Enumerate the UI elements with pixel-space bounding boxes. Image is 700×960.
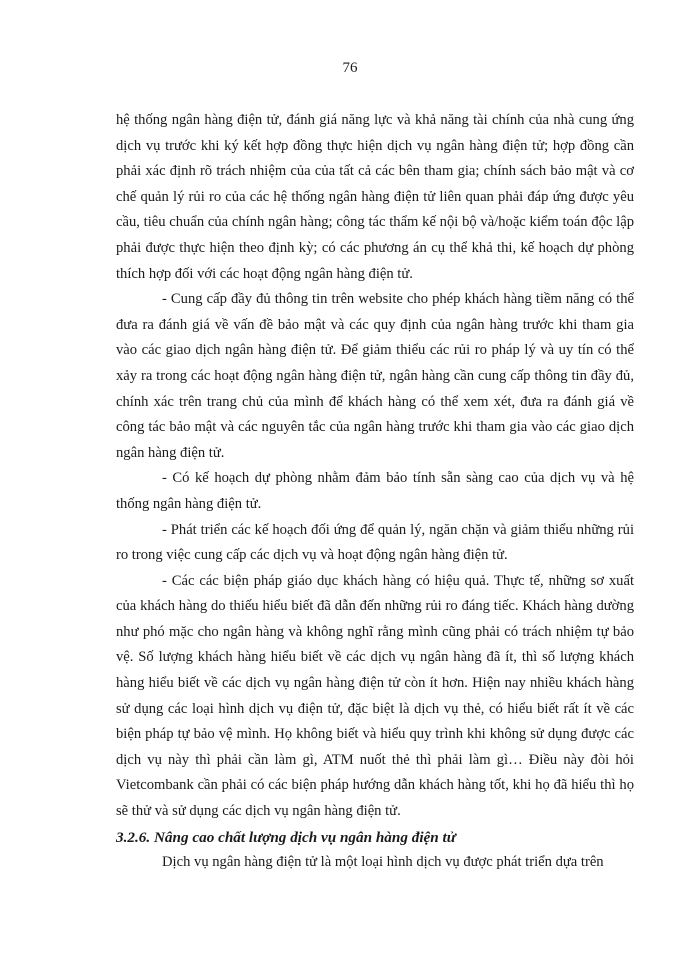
section-heading: 3.2.6. Nâng cao chất lượng dịch vụ ngân hàng điện tử xyxy=(116,828,456,846)
body-paragraph: - Có kế hoạch dự phòng nhằm đảm bảo tính sẵn sàng cao của dịch vụ và hệ thống ngân hàng điện tử. xyxy=(116,470,634,512)
body-paragraph: Dịch vụ ngân hàng điện tử là một loại hình dịch vụ được phát triển dựa trên xyxy=(162,854,604,871)
document-body xyxy=(116,108,634,876)
body-paragraph: - Các các biện pháp giáo dục khách hàng có hiệu quả. Thực tế, những sơ xuất của khách hàng do thiếu hiểu biết đã dẫn đến những rủi ro đáng tiếc. Khách hàng dường như phó mặc cho ngân hàng và không nghĩ rằng mình cũng phải có trách nhiệm tự bảo vệ. Số lượng khách hàng hiểu biết về các dịch vụ ngân hàng đã ít, thì số lượng khách hàng hiểu biết về các dịch vụ ngân hàng điện tử còn ít hơn. Hiện nay nhiều khách hàng sử dụng các loại hình dịch vụ điện tử, đặc biệt là dịch vụ thẻ, có hiểu biết rất ít về các biện pháp tự bảo vệ mình. Họ không biết và hiểu quy trình khi không sử dụng được các dịch vụ này thì phải cần làm gì, ATM nuốt thẻ thì phải làm gì… Điều này đòi hỏi Vietcombank cần phải có các biện pháp hướng dẫn khách hàng tốt, khi họ đã hiểu thì họ sẽ thử và sử dụng các dịch vụ ngân hàng điện tử. xyxy=(116,572,634,820)
body-paragraph: hệ thống ngân hàng điện tử, đánh giá năng lực và khả năng tài chính của nhà cung ứng dịch vụ trước khi ký kết hợp đồng thực hiện dịch vụ ngân hàng điện tử; hợp đồng cần phải xác định rõ trách nhiệm của của tất cả các bên tham gia; chính sách bảo mật và cơ chế quản lý rủi ro của các hệ thống ngân hàng điện tử liên quan phải đáp ứng được yêu cầu, tiêu chuẩn của chính ngân hàng; công tác thẩm kế nội bộ và/hoặc kiểm toán độc lập phải được thực hiện theo định kỳ; có các phương án cụ thể khả thi, kế hoạch dự phòng thích hợp đối với các hoạt động ngân hàng điện tử. xyxy=(116,112,634,282)
body-paragraph: - Cung cấp đầy đủ thông tin trên website cho phép khách hàng tiềm năng có thể đưa ra đánh giá về vấn đề bảo mật và các quy định của ngân hàng trước khi tham gia vào các giao dịch ngân hàng điện tử. Để giảm thiểu các rủi ro pháp lý và uy tín có thể xảy ra trong các hoạt động ngân hàng điện tử, ngân hàng cần cung cấp thông tin đầy đủ, chính xác trên trang chủ của mình để khách hàng có thể xem xét, đưa ra đánh giá về công tác bảo mật và các nguyên tắc của ngân hàng trước khi tham gia vào các giao dịch ngân hàng điện tử. xyxy=(116,291,634,461)
page-number: 76 xyxy=(342,60,358,76)
body-paragraph: - Phát triển các kế hoạch đối ứng để quản lý, ngăn chặn và giảm thiểu những rủi ro trong việc cung cấp các dịch vụ và hoạt động ngân hàng điện tử. xyxy=(116,521,634,564)
